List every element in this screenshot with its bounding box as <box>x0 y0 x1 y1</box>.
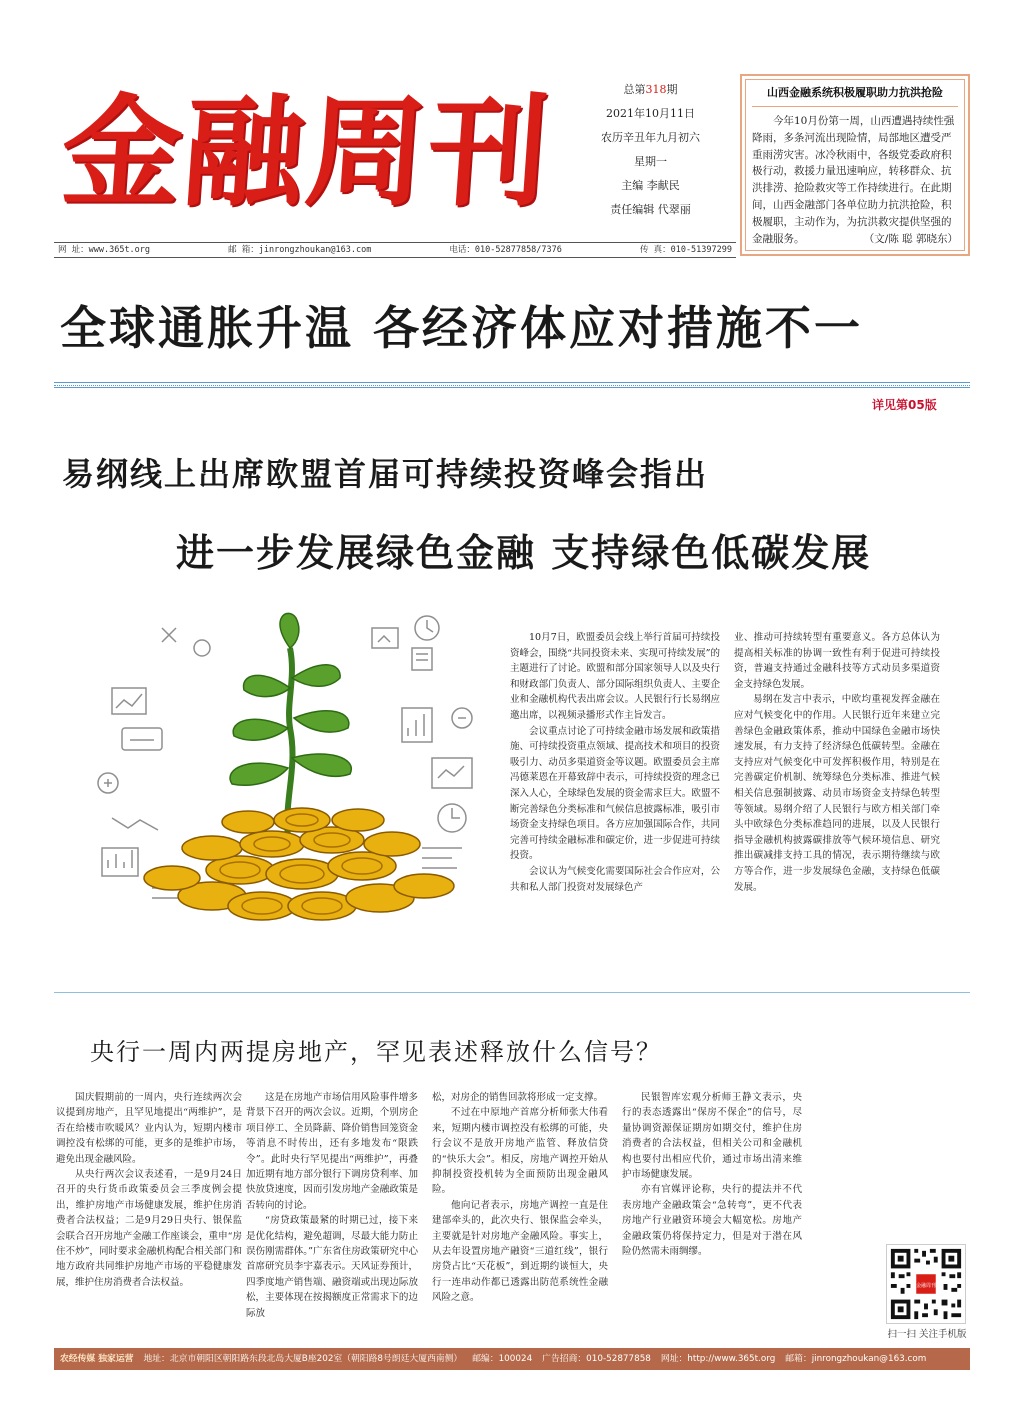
contact-bar <box>54 242 736 258</box>
see-page-link[interactable]: 详见第05版 <box>872 398 937 412</box>
paragraph: 这是在房地产市场信用风险事件增多背景下召开的两次会议。近期，个别房企项目停工、全员降薪、降价销售回笼资金等消息不时传出，还有多地发布“限跌令”。此时央行罕见提出“两维护”，再叠加近期有地方部分银行下调房贷利率、加快放贷速度，因而引发房地产金融政策是否转向的讨论。 <box>246 1092 418 1211</box>
paragraph: 国庆假期前的一周内，央行连续两次会议提到房地产，且罕见地提出“两维护”，是否在给楼市吹暖风？业内认为，短期内楼市调控没有松绑的可能，更多的是维护市场，避免出现金融风险。 <box>56 1092 242 1165</box>
main-headline: 全球通胀升温 各经济体应对措施不一 <box>60 301 864 355</box>
issue-info <box>568 78 733 222</box>
money-tree-illustration <box>92 608 492 938</box>
qr-badge: 金融周刊 <box>916 1282 936 1289</box>
duty-editor: 责任编辑 代翠丽 <box>610 203 691 216</box>
paragraph: 不过在中原地产首席分析师张大伟看来，短期内楼市调控没有松绑的可能，央行会议不是放开房地产监管、释放信贷的“快乐大会”。相反，房地产调控开始从抑制投资投机转为全面预防出现金融风险。 <box>432 1107 608 1196</box>
paragraph: 亦有官媒评论称，央行的提法并不代表房地产金融政策会“急转弯”，更不代表房地产行业融资环境会大幅宽松。房地产金融政策仍将保持定力，但是对于潜在风险仍然需未雨绸缪。 <box>622 1184 802 1258</box>
footer-website[interactable]: 网址：http://www.365t.org <box>660 1354 776 1364</box>
brief-title: 山西金融系统积极履职助力抗洪抢险 <box>752 84 958 107</box>
lunar-date: 农历辛丑年九月初六 <box>601 131 700 144</box>
paragraph: 易纲在发言中表示，中欧均重视发挥金融在应对气候变化中的作用。人民银行近年来建立完善绿色金融政策体系，推动中国绿色金融市场快速发展，有力支持了经济绿色低碳转型。金融在支持应对气候变化中可发挥积极作用，特别是在完善碳定价机制、统筹绿色分类标准、推进气候相关信息强制披露、动员市场资金支持绿色转型等领域。易纲介绍了人民银行与欧方相关部门牵头中欧绿色分类标准趋同的进展，以及人民银行指导金融机构披露碳排放等气候环境信息、研究推出碳减排支持工具的情况，表示期待继续与欧方等合作，进一步发展绿色金融，支持绿色低碳发展。 <box>734 694 940 893</box>
contact-website: 网 址：www.365t.org <box>58 245 151 255</box>
paragraph: 他向记者表示，房地产调控一直是住建部牵头的，此次央行、银保监会牵头，主要就是针对房地产金融风险。事实上，从去年设置房地产融资“三道红线”，银行房贷占比“天花板”，到近期约谈恒大，央行一连串动作都已透露出防范系统性金融风险之意。 <box>432 1199 608 1304</box>
article1-column-1 <box>510 630 720 895</box>
paragraph: “房贷政策最紧的时期已过，接下来是优化结构，避免超调，尽最大能力防止误伤刚需群体。”广东省住房政策研究中心首席研究员李宇嘉表示。天风证券预计，四季度地产销售端、融资端或出现边际放松，主要体现在按揭额度正常需求下的边际放 <box>246 1215 418 1319</box>
contact-email: 邮 箱：jinrongzhoukan@163.com <box>228 245 372 255</box>
qr-caption: 扫一扫 关注手机版 <box>887 1329 967 1340</box>
issue-number: 总第318期 <box>623 83 678 96</box>
paragraph: 民银智库宏观分析师王静文表示，央行的表态透露出“保房不保企”的信号，尽量协调资源保证期房如期交付，维护住房消费者的合法权益，但相关公司和金融机构也要付出相应代价，通过市场出清来维护市场健康发展。 <box>622 1092 802 1181</box>
paragraph: 松，对房企的销售回款将形成一定支撑。 <box>432 1092 604 1103</box>
editor-in-chief: 主编 李献民 <box>621 179 680 192</box>
issue-date: 2021年10月11日 <box>606 107 695 120</box>
qr-code[interactable] <box>886 1244 966 1324</box>
article2-column-1 <box>56 1090 242 1290</box>
masthead-logo: 金融周刊 <box>57 82 555 223</box>
article-headline: 进一步发展绿色金融 支持绿色低碳发展 <box>176 531 872 575</box>
paragraph: 从央行两次会议表述看，一是9月24日召开的央行货币政策委员会三季度例会提出，维护房地产市场健康发展，维护住房消费者合法权益；二是9月29日央行、银保监会联合召开房地产金融工作座谈会，重申“房住不炒”，同时要求金融机构配合相关部门和地方政府共同维护房地产市场的平稳健康发展，维护住房消费者合法权益。 <box>56 1169 242 1288</box>
article-kicker: 易纲线上出席欧盟首届可持续投资峰会指出 <box>62 455 709 493</box>
paragraph: 业、推动可持续转型有重要意义。各方总体认为提高相关标准的协调一致性有利于促进可持续投资，普遍支持通过金融科技等方式动员多渠道资金支持绿色发展。 <box>734 632 940 690</box>
brief-byline: （文/陈 聪 郭晓东） <box>863 232 958 245</box>
brief-text: 今年10月份第一周，山西遭遇持续性强降雨，多条河流出现险情，局部地区遭受严重雨涝灾害。冰冷秋雨中，各级党委政府积极行动，救援力量迅速响应，转移群众、抗洪排涝、抢险救灾等工作持续进行。在此期间，山西金融部门各单位助力抗洪抢险，积极履职，主动作为，为抗洪救灾提供坚强的金融服务。 （文/陈 聪 郭晓东） <box>752 113 958 247</box>
article2-column-3 <box>432 1090 608 1306</box>
footer-ads: 广告招商：010-52877858 <box>542 1354 651 1364</box>
footer-bar <box>54 1348 970 1370</box>
news-brief-box <box>740 74 970 256</box>
paragraph: 会议认为气候变化需要国际社会合作应对，公共和私人部门投资对发展绿色产 <box>510 865 720 893</box>
contact-phone: 电话：010-52877858/7376 <box>449 245 562 255</box>
paragraph: 会议重点讨论了可持续金融市场发展和政策措施、可持续投资重点领域、提高技术和项目的投资吸引力、动员多渠道资金等议题。欧盟委员会主席冯德莱恩在开幕致辞中表示，可持续投资的理念已深入人心，全球绿色发展的资金需求巨大。欧盟不断完善绿色分类标准和气候信息披露标准，吸引市场资金支持绿色项目。各方应加强国际合作，共同完善可持续金融标准和碳定价，进一步促进可持续投资。 <box>510 725 720 862</box>
article2-column-2 <box>246 1090 418 1321</box>
divider-dotted <box>54 385 970 386</box>
footer-address: 地址：北京市朝阳区朝阳路东段北岛大厦B座202室（朝阳路8号朗廷大厦西南侧） <box>143 1354 463 1364</box>
footer-tag: 农经传媒 独家运营 <box>60 1354 134 1364</box>
paragraph: 10月7日，欧盟委员会线上举行首届可持续投资峰会，围绕“共同投资未来、实现可持续发展”的主题进行了讨论。欧盟和部分国家领导人以及央行和财政部门负责人、部分国际组织负责人、主要企业和金融机构代表出席会议。人民银行行长易纲应邀出席，以视频录播形式作主旨发言。 <box>510 632 720 721</box>
footer-postcode: 邮编：100024 <box>472 1354 533 1364</box>
footer-email[interactable]: 邮箱：jinrongzhoukan@163.com <box>785 1354 927 1364</box>
weekday: 星期一 <box>634 155 667 168</box>
second-headline: 央行一周内两提房地产，罕见表述释放什么信号？ <box>90 1038 662 1066</box>
article1-column-2 <box>734 630 940 895</box>
contact-fax: 传 真：010-51397299 <box>639 245 732 255</box>
article2-column-4 <box>622 1090 802 1259</box>
section-divider <box>54 992 970 993</box>
